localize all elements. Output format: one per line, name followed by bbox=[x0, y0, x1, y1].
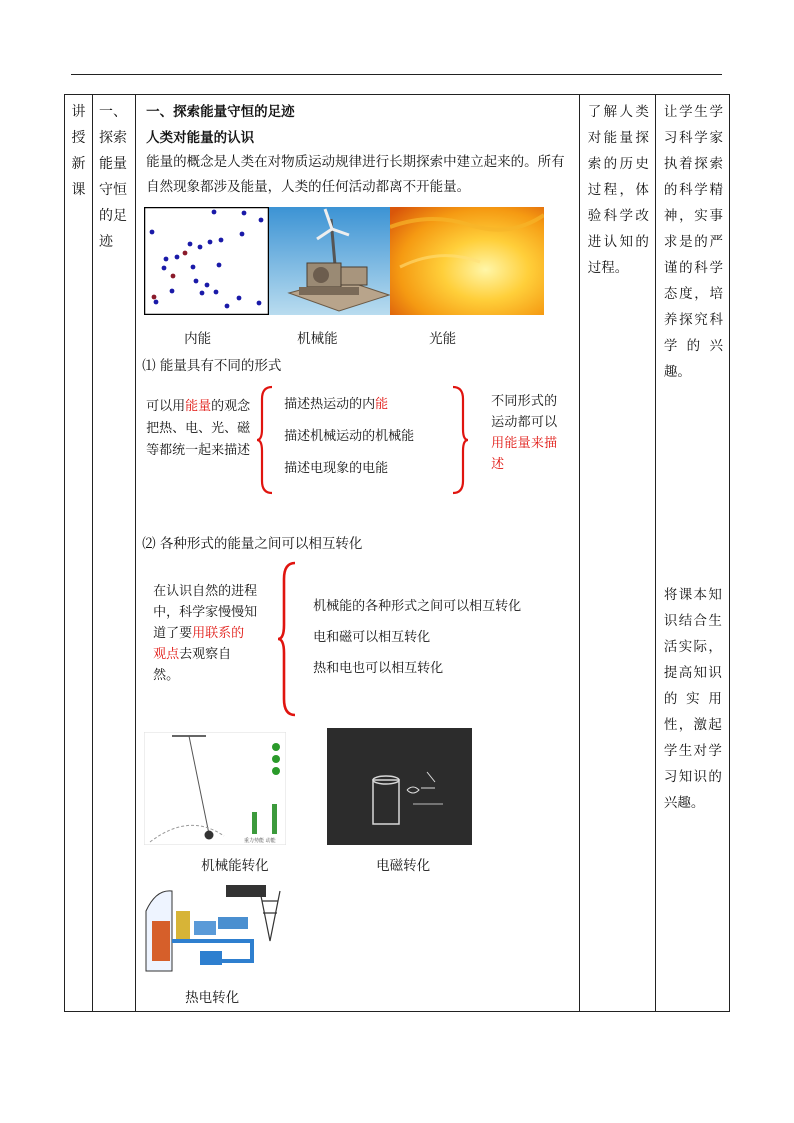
thermo-electric-image bbox=[142, 881, 294, 977]
topic-line: 能量 bbox=[99, 156, 128, 172]
conversion-line-mechanical: 机械能的各种形式之间可以相互转化 bbox=[313, 599, 522, 614]
pendulum-image bbox=[144, 732, 286, 845]
intro-paragraph: 能量的概念是人类在对物质运动规律进行长期探索中建立起来的。所有自然现象都涉及能量，人类的任何活动都离不开能量。 bbox=[146, 154, 565, 195]
topic-column bbox=[93, 95, 136, 1012]
intent-column bbox=[655, 95, 729, 1012]
sub-heading: 人类对能量的认识 bbox=[146, 130, 255, 146]
internal-energy-label: 内能 bbox=[184, 331, 212, 347]
point-one: ⑴ 能量具有不同的形式 bbox=[142, 358, 282, 374]
intent-text-1: 让学生学习科学家执着探索的科学精神，实事求是的严谨的科学态度，培养探究科学的兴趣。 bbox=[663, 104, 723, 380]
section-column bbox=[65, 95, 93, 1012]
lesson-table bbox=[64, 94, 730, 1012]
concept-relation-text: 在认识自然的进程中，科学家慢慢知道了要用联系的观点去观察自然。 bbox=[153, 584, 258, 683]
right-brace-icon bbox=[449, 385, 469, 495]
light-energy-image bbox=[390, 207, 544, 315]
topic-line: 的足 bbox=[99, 208, 128, 224]
form-line-thermal: 描述热运动的内能 bbox=[284, 397, 389, 412]
topic-line: 探索 bbox=[99, 130, 128, 146]
section-char: 讲 bbox=[71, 104, 86, 120]
topic-line: 一、 bbox=[99, 104, 128, 120]
conversion-line-em: 电和磁可以相互转化 bbox=[313, 630, 431, 645]
conversion-line-thermo: 热和电也可以相互转化 bbox=[313, 661, 444, 676]
topic-line: 迹 bbox=[99, 234, 114, 250]
concept-unify-text: 可以用能量的观念把热、电、光、磁等都统一起来描述 bbox=[146, 399, 251, 458]
conversion-brace-icon bbox=[276, 561, 298, 717]
mechanical-conversion-label: 机械能转化 bbox=[201, 858, 269, 874]
purpose-column bbox=[579, 95, 655, 1012]
pendulum-bar-label: 重力势能 动能 bbox=[244, 838, 276, 844]
em-conversion-label: 电磁转化 bbox=[376, 858, 431, 874]
form-line-mechanical: 描述机械运动的机械能 bbox=[284, 429, 415, 444]
left-brace-icon bbox=[256, 385, 276, 495]
purpose-text: 了解人类对能量探索的历史过程，体验科学改进认知的过程。 bbox=[587, 104, 649, 276]
point-two: ⑵ 各种形式的能量之间可以相互转化 bbox=[142, 536, 363, 552]
section-heading: 一、探索能量守恒的足迹 bbox=[146, 104, 295, 120]
intent-text-2: 将课本知识结合生活实际，提高知识的实用性，激起学生对学习知识的兴趣。 bbox=[663, 587, 722, 811]
content-column bbox=[136, 95, 580, 1012]
header-rule bbox=[71, 74, 722, 75]
mechanical-energy-image bbox=[269, 207, 390, 315]
form-line-electric: 描述电现象的电能 bbox=[284, 461, 389, 476]
section-char: 新 bbox=[71, 156, 86, 172]
internal-energy-image bbox=[144, 207, 269, 315]
electromagnetic-image bbox=[327, 728, 472, 845]
light-energy-label: 光能 bbox=[429, 331, 457, 347]
section-char: 授 bbox=[71, 130, 86, 146]
topic-line: 守恒 bbox=[99, 182, 128, 198]
thermo-conversion-label: 热电转化 bbox=[185, 990, 240, 1006]
section-char: 课 bbox=[71, 182, 86, 198]
mechanical-energy-label: 机械能 bbox=[297, 331, 338, 347]
form-conclusion-text: 不同形式的运动都可以用能量来描述 bbox=[491, 394, 558, 472]
